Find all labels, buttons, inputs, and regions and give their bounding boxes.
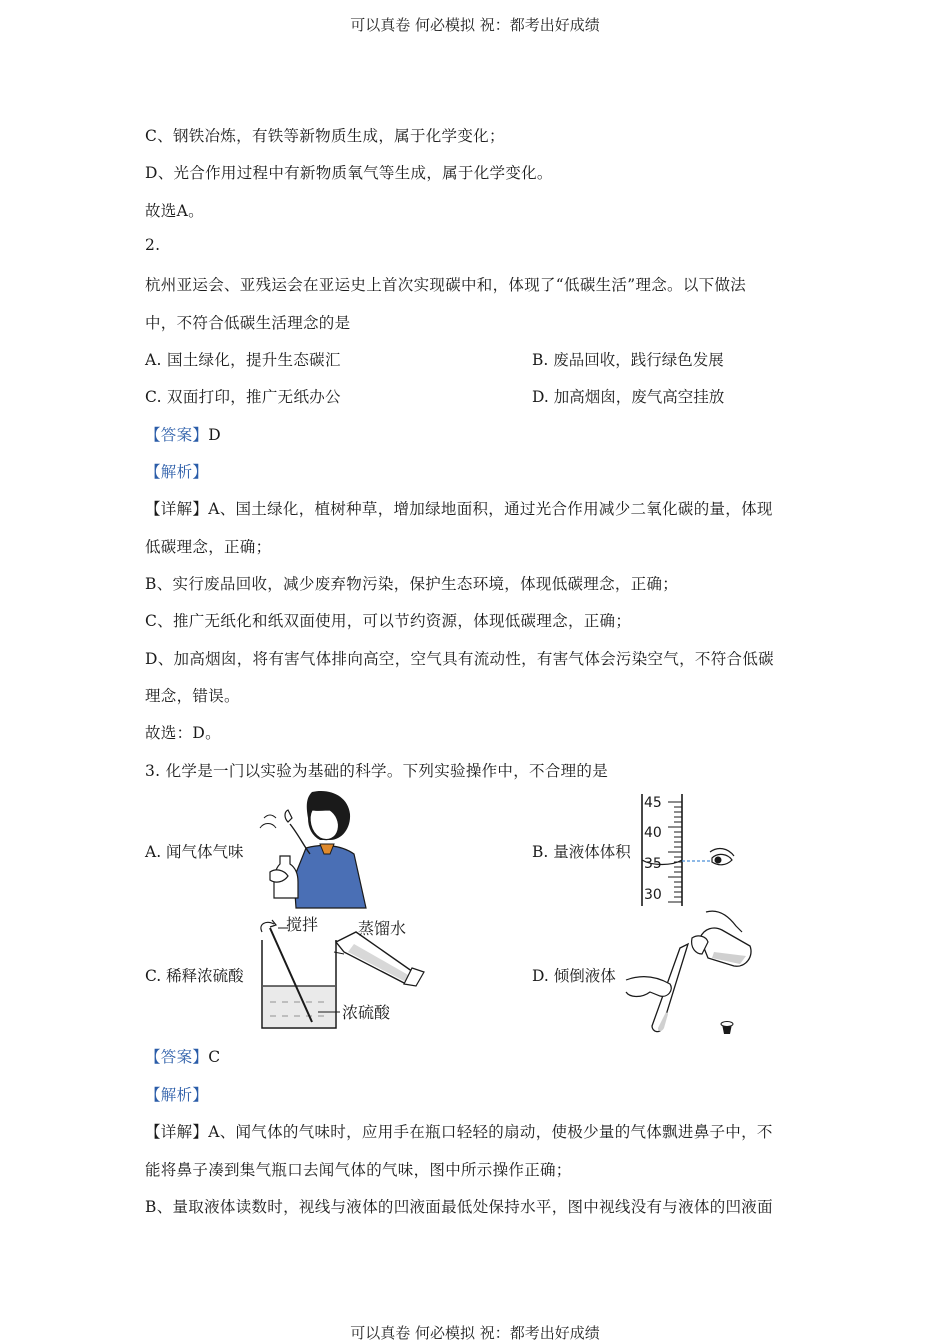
q3-stem: 3. 化学是一门以实验为基础的科学。下列实验操作中，不合理的是	[145, 762, 609, 780]
q2-analysis-tag: 【解析】	[145, 463, 209, 481]
q2-choice: 故选：D。	[145, 724, 221, 742]
q2-stem-line1: 杭州亚运会、亚残运会在亚运史上首次实现碳中和，体现了“低碳生活”理念。以下做法	[145, 276, 747, 294]
q3-option-d-label: D. 倾倒液体	[532, 967, 616, 985]
q2-detail-d1: D、加高烟囱，将有害气体排向高空，空气具有流动性，有害气体会污染空气，不符合低碳	[145, 650, 774, 668]
q3-option-c-label: C. 稀释浓硫酸	[145, 967, 244, 985]
tick-label-30: 30	[644, 887, 662, 903]
tick-label-35: 35	[644, 856, 662, 872]
detail-tag: 【详解】	[145, 1123, 209, 1141]
q1-choice: 故选A。	[145, 202, 204, 220]
q2-stem-line2: 中，不符合低碳生活理念的是	[145, 314, 351, 332]
dilute-acid-figure	[248, 912, 428, 1034]
page-header: 可以真卷 何必模拟 祝：都考出好成绩	[350, 16, 600, 34]
q2-option-a: A. 国土绿化，提升生态碳汇	[145, 351, 341, 369]
q3-detail-a1	[145, 1120, 773, 1142]
label-acid: 浓硫酸	[342, 1003, 391, 1022]
label-water: 蒸馏水	[358, 919, 407, 938]
detail-tag: 【详解】	[145, 500, 209, 518]
q3-option-b-label: B. 量液体体积	[532, 843, 631, 861]
answer-tag: 【答案】	[145, 426, 209, 444]
q2-answer	[145, 423, 221, 445]
q3-detail-b1: B、量取液体读数时，视线与液体的凹液面最低处保持水平，图中视线没有与液体的凹液面	[145, 1198, 773, 1216]
q2-detail-a1	[145, 497, 773, 519]
detail-text: A、闻气体的气味时，应用手在瓶口轻轻的扇动，使极少量的气体飘进鼻子中，不	[208, 1123, 773, 1141]
q2-option-b: B. 废品回收，践行绿色发展	[532, 351, 724, 369]
q3-option-a-label: A. 闻气体气味	[145, 843, 244, 861]
answer-tag: 【答案】	[145, 1048, 209, 1066]
pour-liquid-figure	[622, 908, 760, 1038]
page-footer: 可以真卷 何必模拟 祝：都考出好成绩	[350, 1324, 600, 1342]
q1-option-d-explanation: D、光合作用过程中有新物质氧气等生成，属于化学变化。	[145, 164, 553, 182]
cylinder-reading-figure	[640, 792, 740, 908]
detail-text: A、国土绿化，植树种草，增加绿地面积，通过光合作用减少二氧化碳的量，体现	[208, 500, 773, 518]
q2-option-c: C. 双面打印，推广无纸办公	[145, 388, 341, 406]
answer-value: C	[208, 1048, 221, 1066]
answer-value: D	[208, 426, 221, 444]
smell-gas-figure	[250, 788, 370, 910]
q2-detail-c: C、推广无纸化和纸双面使用，可以节约资源，体现低碳理念，正确；	[145, 612, 632, 630]
q2-number: 2.	[145, 236, 161, 254]
q2-detail-d2: 理念，错误。	[145, 687, 240, 705]
q2-detail-a2: 低碳理念，正确；	[145, 538, 272, 556]
q2-detail-b: B、实行废品回收，减少废弃物污染，保护生态环境，体现低碳理念，正确；	[145, 575, 679, 593]
tick-label-45: 45	[644, 795, 662, 811]
q3-detail-a2: 能将鼻子凑到集气瓶口去闻气体的气味，图中所示操作正确；	[145, 1161, 572, 1179]
q3-answer	[145, 1045, 220, 1067]
q1-option-c-explanation: C、钢铁冶炼，有铁等新物质生成，属于化学变化；	[145, 127, 505, 145]
q3-analysis-tag: 【解析】	[145, 1086, 209, 1104]
q2-option-d: D. 加高烟囱，废气高空挂放	[532, 388, 725, 406]
label-stir: 搅拌	[286, 915, 319, 934]
tick-label-40: 40	[644, 825, 662, 841]
